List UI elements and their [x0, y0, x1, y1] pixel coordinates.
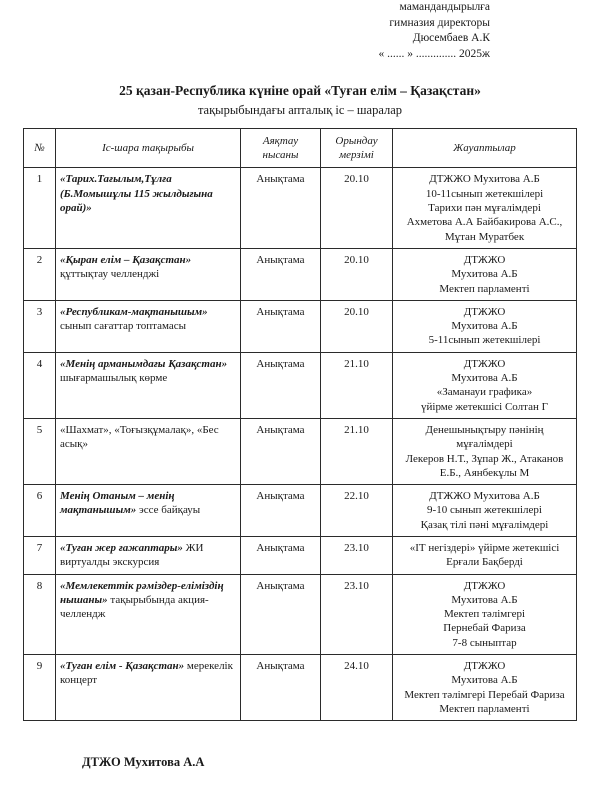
- responsible-line: Мектеп парламенті: [439, 702, 530, 715]
- cell-date: 21.10: [321, 418, 393, 484]
- table-header-row: [24, 128, 577, 168]
- responsible-line: Ерғали Бақберді: [446, 556, 523, 569]
- responsible-line: мұғалімдері: [456, 438, 513, 451]
- cell-form: Анықтама: [241, 655, 321, 721]
- table-row: [24, 655, 577, 721]
- cell-no: 6: [24, 485, 56, 537]
- table-row: [24, 352, 577, 418]
- cell-topic-detail: шығармашылық көрме: [60, 372, 168, 385]
- cell-form: Анықтама: [241, 352, 321, 418]
- approval-line-2: гимназия директоры: [389, 16, 490, 29]
- cell-topic-detail: құттықтау челленджі: [60, 268, 160, 281]
- cell-topic-title: «Тарих.Тағылым,Тұлға (Б.Момышұлы 115 жылдығына орай)»: [60, 173, 213, 215]
- approval-line-1: мамандандырылға: [399, 1, 490, 13]
- responsible-line: ДТЖЖО Мухитова А.Б: [429, 173, 540, 186]
- cell-no: 1: [24, 168, 56, 248]
- cell-topic: [56, 485, 241, 537]
- cell-no: 4: [24, 352, 56, 418]
- responsible-line: Мектеп тәлімгері: [443, 608, 526, 621]
- cell-date: 20.10: [321, 300, 393, 352]
- footer-signature: ДТЖО Мухитова А.А: [82, 755, 205, 770]
- page-title: 25 қазан-Республика күніне орай «Туған елім – Қазақстан»: [119, 83, 481, 99]
- table-row: [24, 248, 577, 300]
- table-row: [24, 168, 577, 248]
- responsible-line: 10-11сынып жетекшілері: [425, 187, 544, 200]
- cell-topic-title: «Қыран елім – Қазақстан»: [60, 253, 192, 266]
- table-row: [24, 300, 577, 352]
- cell-topic: [56, 536, 241, 574]
- document-title: [22, 82, 578, 118]
- cell-responsible: [393, 485, 577, 537]
- cell-topic-detail: мерекелік концерт: [60, 660, 233, 687]
- cell-topic-detail: тақырыбында акция-челлендж: [60, 593, 209, 621]
- table-row: [24, 574, 577, 654]
- responsible-line: Е.Б., Аянбекұлы М: [439, 466, 530, 479]
- cell-topic: [56, 655, 241, 721]
- responsible-line: Мухитова А.Б: [451, 268, 518, 281]
- cell-responsible: [393, 574, 577, 654]
- column-header-form: Аяқтау нысаны: [241, 128, 321, 168]
- column-header-topic: Іс-шара тақырыбы: [56, 128, 241, 168]
- responsible-line: үйірме жетекшісі Солтан Г: [421, 400, 548, 413]
- cell-topic: [56, 248, 241, 300]
- cell-responsible: [393, 536, 577, 574]
- responsible-line: ДТЖЖО Мухитова А.Б: [429, 490, 540, 503]
- cell-no: 8: [24, 574, 56, 654]
- table-row: [24, 536, 577, 574]
- cell-no: 5: [24, 418, 56, 484]
- responsible-line: ДТЖЖО: [463, 305, 506, 318]
- responsible-line: Мектеп парламенті: [439, 282, 530, 295]
- cell-topic: [56, 418, 241, 484]
- cell-topic-detail: ЖИ виртуалды экскурсия: [60, 541, 204, 569]
- responsible-line: 5-11сынып жетекшілері: [428, 334, 541, 347]
- responsible-line: Мухитова А.Б: [451, 320, 518, 333]
- cell-responsible: [393, 352, 577, 418]
- cell-no: 7: [24, 536, 56, 574]
- cell-form: Анықтама: [241, 300, 321, 352]
- table-row: [24, 418, 577, 484]
- cell-date: 21.10: [321, 352, 393, 418]
- cell-form: Анықтама: [241, 418, 321, 484]
- cell-topic-detail: сынып сағаттар топтамасы: [60, 320, 186, 333]
- cell-form: Анықтама: [241, 485, 321, 537]
- cell-form: Анықтама: [241, 536, 321, 574]
- cell-no: 9: [24, 655, 56, 721]
- cell-responsible: [393, 300, 577, 352]
- responsible-line: ДТЖЖО: [463, 660, 506, 673]
- cell-date: 23.10: [321, 574, 393, 654]
- responsible-line: Тарихи пән мұғалімдері: [428, 202, 541, 215]
- approval-line-4: « ...... » .............. 2025ж: [378, 47, 490, 60]
- cell-topic-title: Менің Отаным – менің мақтанышым»: [60, 490, 175, 517]
- cell-no: 2: [24, 248, 56, 300]
- cell-topic-title: «Менің арманымдағы Қазақстан»: [60, 357, 228, 370]
- responsible-line: Пернебай Фариза: [443, 622, 526, 635]
- responsible-line: «ІТ негіздері» үйірме жетекшісі: [409, 541, 560, 554]
- cell-responsible: [393, 168, 577, 248]
- responsible-line: Ахметова А.А Байбакирова А.С.,: [406, 216, 563, 229]
- responsible-line: ДТЖЖО: [463, 357, 506, 370]
- responsible-line: «Заманауи графика»: [436, 386, 533, 399]
- responsible-line: ДТЖЖО: [463, 579, 506, 592]
- approval-line-3: Дюсембаев А.К: [412, 32, 490, 45]
- cell-no: 3: [24, 300, 56, 352]
- cell-topic-title: «Туған елім - Қазақстан»: [60, 660, 185, 673]
- cell-topic: [56, 168, 241, 248]
- cell-topic-title: «Республикам-мақтанышым»: [60, 305, 208, 318]
- responsible-line: 9-10 сынып жетекшілері: [427, 504, 542, 517]
- cell-topic: [56, 574, 241, 654]
- responsible-line: Қазақ тілі пәні мұғалімдері: [420, 518, 549, 531]
- cell-form: Анықтама: [241, 248, 321, 300]
- cell-responsible: [393, 418, 577, 484]
- responsible-line: Мұтан Муратбек: [444, 230, 525, 243]
- responsible-line: Мухитова А.Б: [451, 593, 518, 606]
- cell-topic-detail: эссе байқауы: [139, 504, 201, 517]
- cell-topic-detail: «Шахмат», «Тоғызқұмалақ», «Бес асық»: [60, 423, 219, 451]
- cell-form: Анықтама: [241, 168, 321, 248]
- cell-responsible: [393, 655, 577, 721]
- page-subtitle: тақырыбындағы апталық іс – шаралар: [197, 102, 403, 117]
- responsible-line: Денешынықтыру пәнінің: [425, 423, 544, 436]
- cell-responsible: [393, 248, 577, 300]
- cell-date: 22.10: [321, 485, 393, 537]
- cell-date: 20.10: [321, 168, 393, 248]
- cell-topic-title: «Туған жер ғажаптары»: [60, 541, 183, 554]
- cell-date: 23.10: [321, 536, 393, 574]
- plan-table: [23, 128, 577, 721]
- cell-form: Анықтама: [241, 574, 321, 654]
- responsible-line: ДТЖЖО: [463, 253, 506, 266]
- responsible-line: Мухитова А.Б: [451, 372, 518, 385]
- column-header-no: №: [24, 128, 56, 168]
- cell-topic: [56, 352, 241, 418]
- responsible-line: Лекеров Н.Т., Зұпар Ж., Атаканов: [405, 452, 564, 465]
- column-header-date: Орындау мерзімі: [321, 128, 393, 168]
- approval-block: [22, 0, 578, 62]
- column-header-responsible: Жауаптылар: [393, 128, 577, 168]
- cell-date: 24.10: [321, 655, 393, 721]
- cell-topic: [56, 300, 241, 352]
- responsible-line: 7-8 сыныптар: [452, 636, 517, 649]
- responsible-line: Мухитова А.Б: [451, 674, 518, 687]
- cell-date: 20.10: [321, 248, 393, 300]
- responsible-line: Мектеп тәлімгері Перебай Фариза: [404, 688, 565, 701]
- cell-topic-title: «Мемлекеттік рәміздер-еліміздің нышаны»: [60, 579, 224, 606]
- table-row: [24, 485, 577, 537]
